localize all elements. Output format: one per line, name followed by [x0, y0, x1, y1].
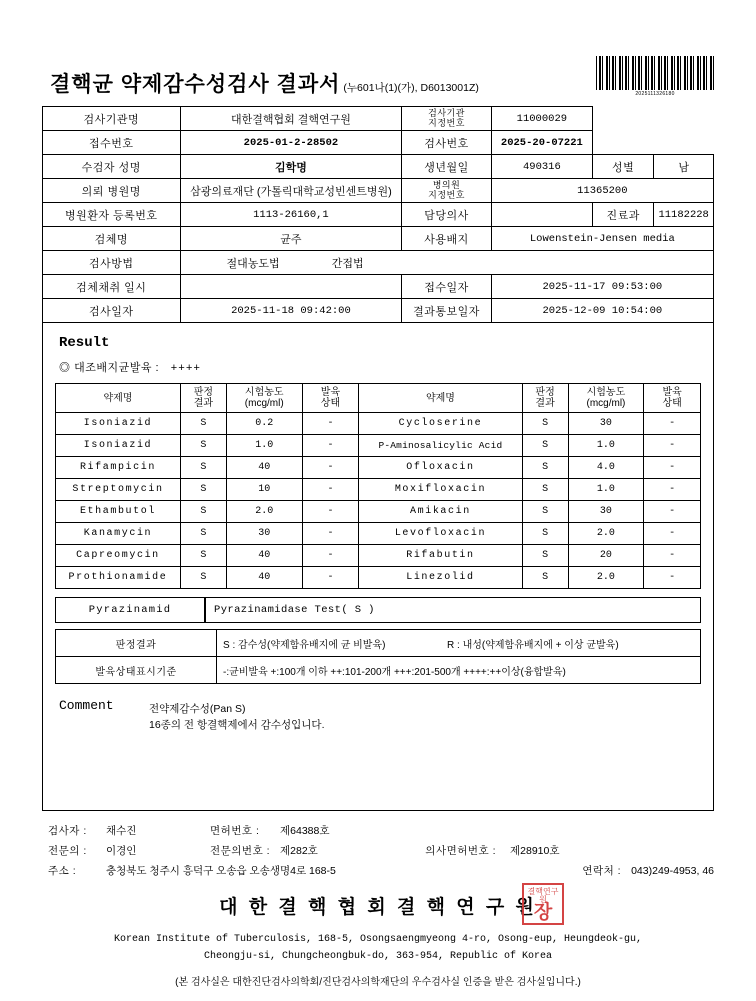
concentration: 30 — [568, 501, 644, 523]
drug-name: Amikacin — [359, 501, 522, 523]
examiner-value: 채수진 — [106, 824, 137, 837]
page-title: 결핵균 약제감수성검사 결과서 — [50, 73, 341, 96]
title-block — [50, 68, 479, 98]
judgement: S — [522, 545, 568, 567]
tel-value: 043)249-4953, 46 — [631, 864, 714, 877]
specialist-line — [48, 843, 714, 858]
concentration: 40 — [226, 457, 302, 479]
organization-name: 대 한 결 핵 협 회 결 핵 연 구 원 — [219, 896, 537, 918]
row-value: 2025-11-17 09:53:00 — [491, 275, 713, 299]
row-label: 검사방법 — [43, 251, 181, 275]
row-label: 수검자 성명 — [43, 155, 181, 179]
control-growth-label: 대조배지균발육 : — [74, 362, 160, 374]
legend-growth-label: 발육상태표시기준 — [56, 657, 217, 684]
table-row — [56, 545, 701, 567]
drug-name: Prothionamide — [56, 567, 181, 589]
patient-info-table — [42, 106, 714, 323]
comment-label: Comment — [59, 698, 114, 713]
concentration: 40 — [226, 545, 302, 567]
concentration: 4.0 — [568, 457, 644, 479]
row-label: 의뢰 병원명 — [43, 179, 181, 203]
comment-body — [149, 698, 325, 734]
row-label: 접수일자 — [402, 275, 491, 299]
drug-name: Streptomycin — [56, 479, 181, 501]
growth-state: - — [644, 457, 701, 479]
judgement: S — [180, 479, 226, 501]
concentration: 10 — [226, 479, 302, 501]
growth-state: - — [302, 501, 359, 523]
drug-name: Rifabutin — [359, 545, 522, 567]
pyrazinamid-row — [55, 597, 701, 623]
concentration: 0.2 — [226, 413, 302, 435]
drug-name: P-Aminosalicylic Acid — [359, 435, 522, 457]
judgement: S — [180, 435, 226, 457]
english-address-line: Korean Institute of Tuberculosis, 168-5, Osongsaengmyeong 4-ro, Osong-eup, Heungdeok-gu, — [113, 933, 643, 945]
pyrazinamid-name: Pyrazinamid — [55, 597, 205, 623]
document-header — [42, 40, 714, 100]
table-row — [43, 203, 714, 227]
row-label: 검사기관명 — [43, 107, 181, 131]
row-label: 진료과 — [593, 203, 654, 227]
specialist-value: 이경인 — [106, 844, 137, 857]
concentration: 1.0 — [568, 479, 644, 501]
concentration: 2.0 — [568, 567, 644, 589]
drug-name: Ethambutol — [56, 501, 181, 523]
judgement: S — [180, 501, 226, 523]
row-value: 2025-12-09 10:54:00 — [491, 299, 713, 323]
address-line — [48, 863, 714, 878]
judgement: S — [180, 457, 226, 479]
legend-s: S : 감수성(약제함유배지에 균 비발육) — [223, 639, 386, 651]
concentration: 40 — [226, 567, 302, 589]
table-row — [43, 107, 714, 131]
drug-name: Levofloxacin — [359, 523, 522, 545]
specialist-license-label: 전문의번호 : — [210, 844, 271, 857]
drug-name: Isoniazid — [56, 413, 181, 435]
drug-name: Cycloserine — [359, 413, 522, 435]
method-primary: 절대농도법 — [226, 257, 280, 270]
row-value: 삼광의료재단 (가톨릭대학교성빈센트병원) — [180, 179, 402, 203]
row-value — [180, 251, 713, 275]
legend-judgement-value — [217, 630, 701, 657]
table-row — [56, 457, 701, 479]
growth-state: - — [644, 413, 701, 435]
table-row — [56, 567, 701, 589]
col-conc-right: 시험농도 (mcg/ml) — [568, 384, 644, 413]
english-address-line: Cheongju-si, Chungcheongbuk-do, 363-954, Republic of Korea — [203, 951, 553, 963]
table-row — [56, 657, 701, 684]
control-mark-icon: ◎ — [59, 362, 71, 374]
judgement: S — [180, 545, 226, 567]
legend-table — [55, 629, 701, 684]
drug-susceptibility-table — [55, 383, 701, 589]
growth-state: - — [302, 479, 359, 501]
table-row — [56, 435, 701, 457]
judgement: S — [180, 567, 226, 589]
judgement: S — [522, 567, 568, 589]
growth-state: - — [302, 413, 359, 435]
growth-state: - — [644, 435, 701, 457]
col-growth-left: 발육 상태 — [302, 384, 359, 413]
judgement: S — [180, 413, 226, 435]
drug-name: Kanamycin — [56, 523, 181, 545]
comment-block — [55, 698, 701, 734]
col-judge-right: 판정 결과 — [522, 384, 568, 413]
drug-name: Capreomycin — [56, 545, 181, 567]
row-value: Lowenstein-Jensen media — [491, 227, 713, 251]
comment-line: 전약제감수성(Pan S) — [149, 703, 246, 715]
row-value: 1113-26160,1 — [180, 203, 402, 227]
row-value: 대한결핵협회 결핵연구원 — [180, 107, 402, 131]
concentration: 1.0 — [226, 435, 302, 457]
growth-state: - — [644, 523, 701, 545]
seal-top: 결핵연구원 — [527, 886, 559, 904]
row-value: 2025-11-18 09:42:00 — [180, 299, 402, 323]
row-label: 검체명 — [43, 227, 181, 251]
accreditation-note: (본 검사실은 대한진단검사의학회/진단검사의학재단의 우수검사실 인증을 받은 검사실입니다.) — [175, 976, 581, 988]
table-row — [43, 251, 714, 275]
table-row — [43, 155, 714, 179]
growth-state: - — [302, 567, 359, 589]
drug-name: Isoniazid — [56, 435, 181, 457]
col-conc-left: 시험농도 (mcg/ml) — [226, 384, 302, 413]
legend-r: R : 내성(약제함유배지에 + 이상 균발육) — [447, 639, 619, 651]
concentration: 30 — [226, 523, 302, 545]
tel-label: 연락처 : — [582, 864, 622, 877]
english-address — [42, 931, 714, 966]
judgement: S — [522, 413, 568, 435]
row-label: 병의원 지정번호 — [402, 179, 491, 203]
row-label: 검사번호 — [402, 131, 491, 155]
row-label: 결과통보일자 — [402, 299, 491, 323]
growth-state: - — [302, 523, 359, 545]
growth-state: - — [302, 457, 359, 479]
doctor-license-value: 제28910호 — [510, 844, 560, 857]
judgement: S — [522, 457, 568, 479]
row-label: 성별 — [593, 155, 654, 179]
table-row — [56, 413, 701, 435]
result-blank-space — [55, 734, 701, 798]
growth-state: - — [644, 545, 701, 567]
col-drug-left: 약제명 — [56, 384, 181, 413]
table-row — [43, 131, 714, 155]
barcode-number: 2025111326180 — [635, 91, 675, 97]
concentration: 20 — [568, 545, 644, 567]
table-row — [43, 299, 714, 323]
comment-line: 16종의 전 항결핵제에서 감수성입니다. — [149, 719, 325, 732]
drug-name: Ofloxacin — [359, 457, 522, 479]
table-row — [43, 179, 714, 203]
row-value: 11365200 — [491, 179, 713, 203]
concentration: 2.0 — [226, 501, 302, 523]
specialist-label: 전문의 : — [48, 844, 87, 857]
row-value: 11182228 — [654, 203, 714, 227]
growth-state: - — [302, 435, 359, 457]
judgement: S — [522, 435, 568, 457]
document-footer — [42, 823, 714, 988]
judgement: S — [522, 479, 568, 501]
judgement: S — [180, 523, 226, 545]
license-value: 제64388호 — [280, 824, 330, 837]
growth-state: - — [644, 479, 701, 501]
row-value: 균주 — [180, 227, 402, 251]
result-section — [42, 323, 714, 811]
address-value: 충청북도 청주시 흥덕구 오송읍 오송생명4로 168-5 — [106, 864, 336, 877]
examiner-line — [48, 823, 714, 838]
result-heading: Result — [59, 335, 110, 351]
row-label: 담당의사 — [402, 203, 491, 227]
table-row — [56, 479, 701, 501]
growth-state: - — [644, 567, 701, 589]
row-value — [491, 203, 592, 227]
growth-state: - — [302, 545, 359, 567]
drug-name: Moxifloxacin — [359, 479, 522, 501]
table-row — [56, 523, 701, 545]
control-growth-value: ++++ — [170, 363, 202, 375]
drug-name: Linezolid — [359, 567, 522, 589]
table-row — [56, 501, 701, 523]
doctor-license-label: 의사면허번호 : — [425, 844, 496, 857]
row-value: 2025-01-2-28502 — [180, 131, 402, 155]
col-growth-right: 발육 상태 — [644, 384, 701, 413]
barcode-bars — [596, 56, 714, 90]
table-row — [43, 227, 714, 251]
concentration: 2.0 — [568, 523, 644, 545]
specialist-license-value: 제282호 — [280, 844, 318, 857]
page-subtitle: (누601나(1)(가), D6013001Z) — [343, 82, 479, 94]
table-row — [56, 630, 701, 657]
table-row — [43, 275, 714, 299]
organization-line — [42, 886, 714, 924]
row-label: 생년월일 — [402, 155, 491, 179]
row-label: 병원환자 등록번호 — [43, 203, 181, 227]
col-judge-left: 판정 결과 — [180, 384, 226, 413]
concentration: 1.0 — [568, 435, 644, 457]
row-value — [180, 275, 402, 299]
concentration: 30 — [568, 413, 644, 435]
row-label: 접수번호 — [43, 131, 181, 155]
judgement: S — [522, 501, 568, 523]
col-drug-right: 약제명 — [359, 384, 522, 413]
judgement: S — [522, 523, 568, 545]
seal-center: 장 — [533, 902, 553, 924]
row-value: 490316 — [491, 155, 592, 179]
growth-state: - — [644, 501, 701, 523]
row-value: 11000029 — [491, 107, 592, 131]
pyrazinamidase-test-value: Pyrazinamidase Test( S ) — [205, 597, 701, 623]
examiner-label: 검사자 : — [48, 824, 87, 837]
control-growth-line — [59, 359, 701, 375]
row-label: 검체채취 일시 — [43, 275, 181, 299]
row-label: 사용배지 — [402, 227, 491, 251]
table-header-row — [56, 384, 701, 413]
drug-name: Rifampicin — [56, 457, 181, 479]
row-label: 검사기관 지정번호 — [402, 107, 491, 131]
row-value: 2025-20-07221 — [491, 131, 592, 155]
address-label: 주소 : — [48, 864, 77, 877]
row-label: 검사일자 — [43, 299, 181, 323]
row-value: 김학명 — [180, 155, 402, 179]
legend-judgement-label: 판정결과 — [56, 630, 217, 657]
barcode — [596, 56, 714, 97]
legend-growth-value: -:균비발육 +:100개 이하 ++:101-200개 +++:201-500개 ++++:++이상(융합발육) — [217, 657, 701, 684]
row-value: 남 — [654, 155, 714, 179]
method-secondary: 간접법 — [331, 257, 364, 270]
license-label: 면허번호 : — [210, 824, 260, 837]
official-seal-icon — [522, 883, 564, 925]
